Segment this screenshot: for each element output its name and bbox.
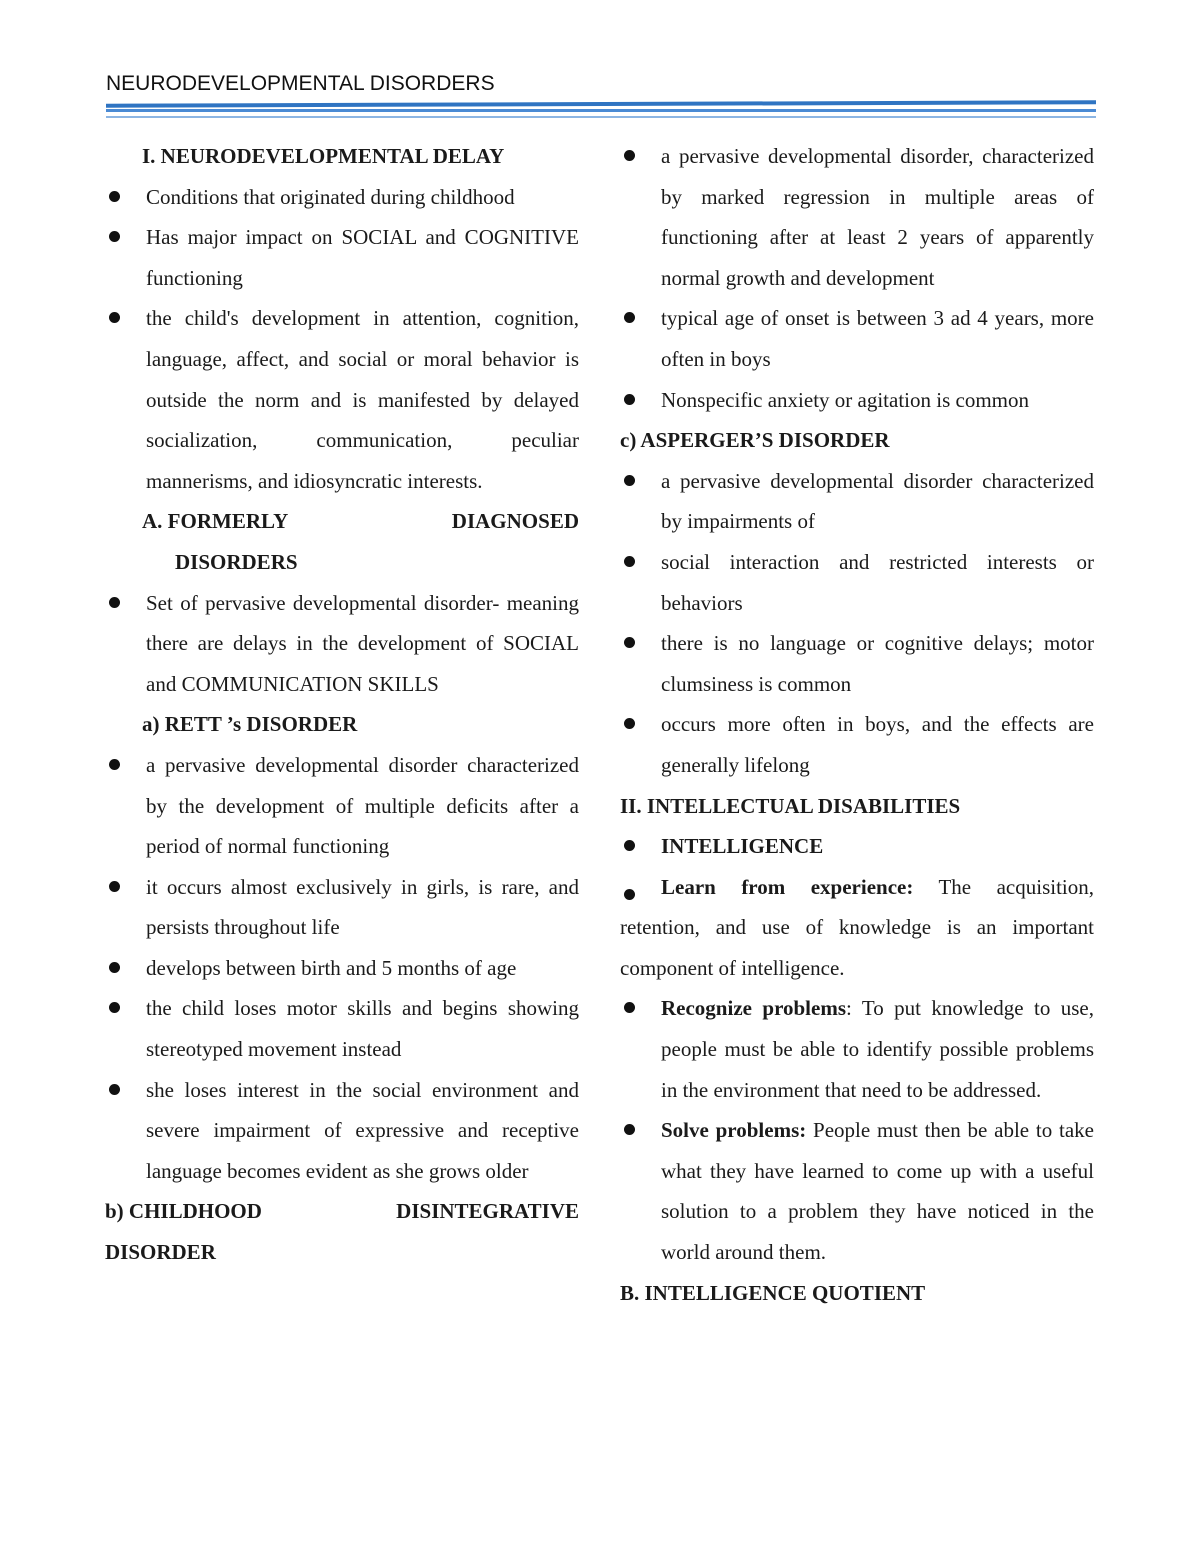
bullet-item: Has major impact on SOCIAL and COGNITIVE functioning	[105, 217, 579, 298]
definition-solve-problems: People must then be able to take what they have learned to come up with a useful solution to a problem they have noticed in the world around them.	[661, 1118, 1094, 1265]
bullet-item-intelligence: INTELLIGENCE	[620, 826, 1094, 867]
definition-recognize-problems: : To put knowledge to use, people must be able to identify possible problems in the environment that need to be addressed.	[661, 996, 1094, 1102]
header-rule-bottom	[106, 116, 1096, 118]
left-column	[105, 136, 579, 1273]
bullet-item: she loses interest in the social environment and severe impairment of expressive and receptive language becomes evident as she grows older	[105, 1070, 579, 1192]
bullet-item: typical age of onset is between 3 ad 4 years, more often in boys	[620, 298, 1094, 379]
subheading-part: DISINTEGRATIVE	[396, 1199, 579, 1224]
subheading-part: b) CHILDHOOD	[105, 1199, 262, 1224]
subheading-part: DIAGNOSED	[451, 509, 579, 534]
right-column	[620, 136, 1094, 1313]
bullet-item: social interaction and restricted interests or behaviors	[620, 542, 1094, 623]
subheading-part: A. FORMERLY	[142, 509, 289, 534]
subheading-disorders: DISORDERS	[175, 549, 298, 574]
page-header: NEURODEVELOPMENTAL DISORDERS	[106, 72, 495, 95]
header-rule-top	[106, 100, 1096, 107]
bullet-item: the child loses motor skills and begins showing stereotyped movement instead	[105, 988, 579, 1069]
bullet-item-learn-from-experience	[620, 867, 1094, 989]
subheading-formerly-diagnosed	[105, 501, 579, 542]
term-learn-from-experience: Learn from experience:	[620, 875, 913, 899]
bullet-item-solve-problems	[620, 1110, 1094, 1272]
bullet-item: a pervasive developmental disorder characterized by impairments of	[620, 461, 1094, 542]
term-recognize-problems: Recognize problems	[661, 996, 847, 1021]
bullet-item: occurs more often in boys, and the effects are generally lifelong	[620, 704, 1094, 785]
definition-learn-from-experience: The acquisition, retention, and use of knowledge is an important component of intelligence.	[620, 874, 1094, 980]
bullet-item: there is no language or cognitive delays; motor clumsiness is common	[620, 623, 1094, 704]
subheading-asperger-disorder: c) ASPERGER’S DISORDER	[620, 428, 890, 453]
bullet-item: Set of pervasive developmental disorder- meaning there are delays in the development of SOCIAL and COMMUNICATION SKILLS	[105, 583, 579, 705]
bullet-item-recognize-problems	[620, 988, 1094, 1110]
subheading-childhood-disintegrative	[105, 1191, 579, 1232]
subheading-rett-disorder: a) RETT ’s DISORDER	[142, 712, 358, 737]
bullet-item: Nonspecific anxiety or agitation is common	[620, 380, 1094, 421]
term-solve-problems: Solve problems:	[661, 1118, 807, 1143]
section-heading-neurodevelopmental-delay: I. NEURODEVELOPMENTAL DELAY	[142, 144, 505, 168]
subheading-disorder: DISORDER	[105, 1240, 216, 1265]
bullet-item: a pervasive developmental disorder characterized by the development of multiple deficits after a period of normal functioning	[105, 745, 579, 867]
section-heading-intellectual-disabilities: II. INTELLECTUAL DISABILITIES	[620, 793, 961, 818]
bullet-item: it occurs almost exclusively in girls, is rare, and persists throughout life	[105, 867, 579, 948]
bullet-item: the child's development in attention, cognition, language, affect, and social or moral behavior is outside the norm and is manifested by delayed socialization, communication, peculiar mannerisms, and idiosyncratic interests.	[105, 298, 579, 501]
bullet-item: Conditions that originated during childhood	[105, 177, 579, 218]
header-rule-middle	[106, 109, 1096, 112]
subheading-intelligence-quotient: B. INTELLIGENCE QUOTIENT	[620, 1280, 926, 1305]
bullet-item: develops between birth and 5 months of age	[105, 948, 579, 989]
bullet-item: a pervasive developmental disorder, characterized by marked regression in multiple areas of functioning after at least 2 years of apparently normal growth and development	[620, 136, 1094, 298]
